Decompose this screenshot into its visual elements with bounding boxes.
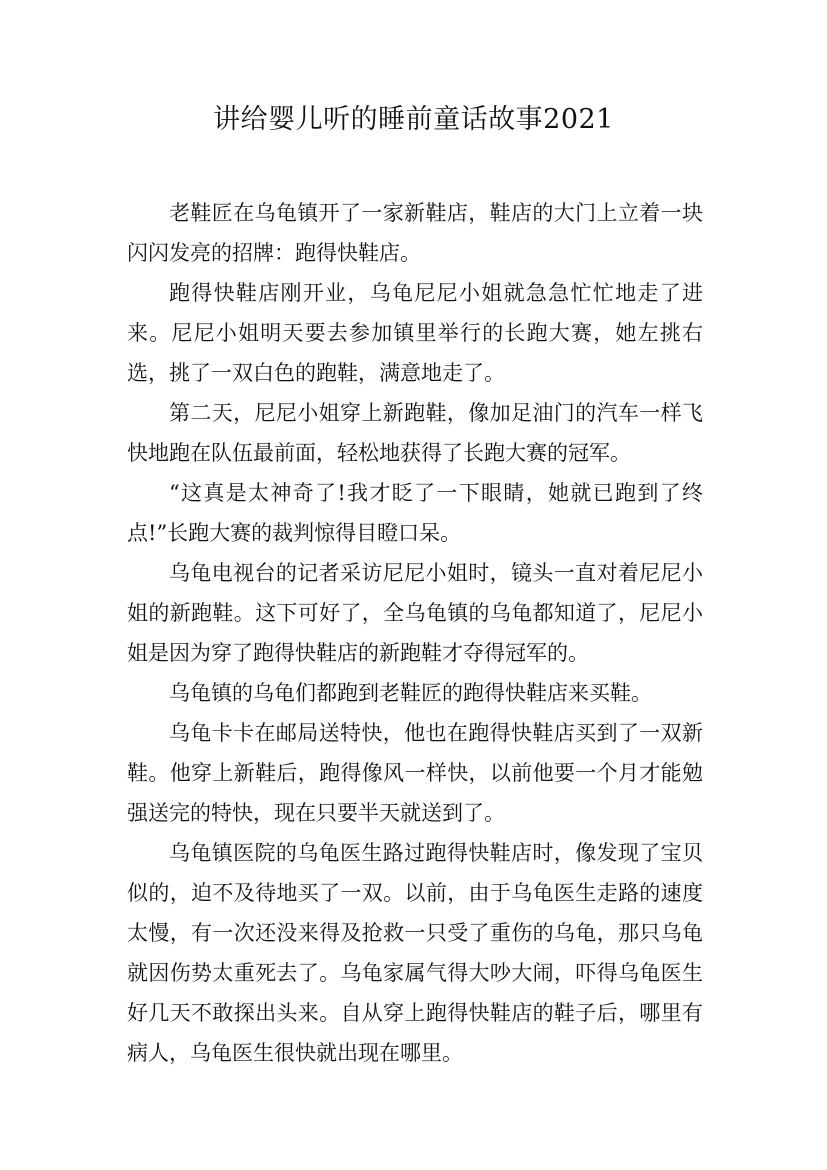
- document-title: 讲给婴儿听的睡前童话故事2021: [213, 104, 614, 135]
- paragraph: 乌龟镇的乌龟们都跑到老鞋匠的跑得快鞋店来买鞋。: [169, 681, 652, 705]
- paragraph: “这真是太神奇了!我才眨了一下眼睛，她就已跑到了终点!”长跑大赛的裁判惊得目瞪口呆。: [127, 481, 703, 545]
- document-body: [127, 193, 703, 1073]
- paragraph: 乌龟卡卡在邮局送特快，他也在跑得快鞋店买到了一双新鞋。他穿上新鞋后，跑得像风一样快，以前他要一个月才能勉强送完的特快，现在只要半天就送到了。: [127, 721, 703, 825]
- paragraph: 跑得快鞋店刚开业，乌龟尼尼小姐就急急忙忙地走了进来。尼尼小姐明天要去参加镇里举行的长跑大赛，她左挑右选，挑了一双白色的跑鞋，满意地走了。: [127, 281, 703, 385]
- paragraph: 第二天，尼尼小姐穿上新跑鞋，像加足油门的汽车一样飞快地跑在队伍最前面，轻松地获得了长跑大赛的冠军。: [127, 401, 703, 465]
- paragraph: 老鞋匠在乌龟镇开了一家新鞋店，鞋店的大门上立着一块闪闪发亮的招牌：跑得快鞋店。: [127, 201, 703, 265]
- paragraph: 乌龟电视台的记者采访尼尼小姐时，镜头一直对着尼尼小姐的新跑鞋。这下可好了，全乌龟镇的乌龟都知道了，尼尼小姐是因为穿了跑得快鞋店的新跑鞋才夺得冠军的。: [127, 561, 703, 665]
- paragraph: 乌龟镇医院的乌龟医生路过跑得快鞋店时，像发现了宝贝似的，迫不及待地买了一双。以前，由于乌龟医生走路的速度太慢，有一次还没来得及抢救一只受了重伤的乌龟，那只乌龟就因伤势太重死去了。乌龟家属气得大吵大闹，吓得乌龟医生好几天不敢探出头来。自从穿上跑得快鞋店的鞋子后，哪里有病人，乌龟医生很快就出现在哪里。: [127, 841, 703, 1065]
